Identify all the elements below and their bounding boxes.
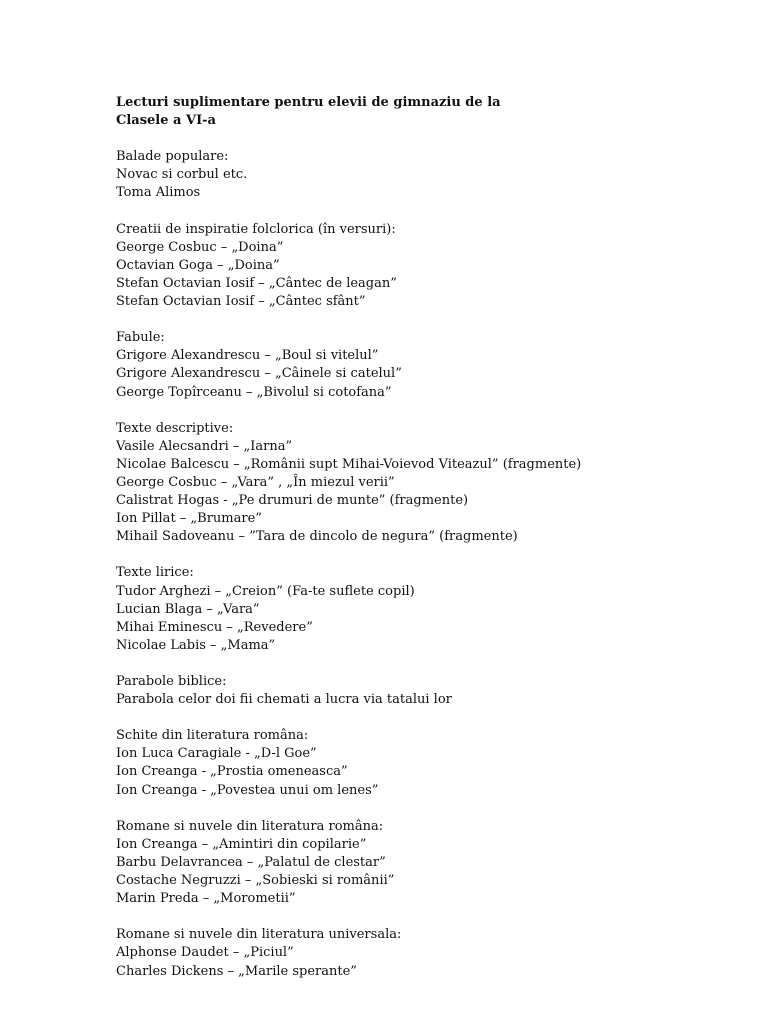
- list-item: Ion Luca Caragiale - „D-l Goe”: [116, 746, 317, 762]
- section-heading: Texte descriptive:: [116, 420, 234, 436]
- section-parabole-biblice: [116, 673, 736, 709]
- section-schite-romana: [116, 727, 736, 799]
- list-item: Barbu Delavrancea – „Palatul de clestar”: [116, 854, 386, 870]
- list-item: Tudor Arghezi – „Creion” (Fa-te suflete copil): [116, 583, 415, 599]
- document-content: [116, 94, 736, 999]
- section-creatii-folclorice: [116, 221, 736, 311]
- section-heading: Schite din literatura româna:: [116, 728, 309, 744]
- list-item: Calistrat Hogas - „Pe drumuri de munte” (fragmente): [116, 493, 469, 509]
- list-item: Costache Negruzzi – „Sobieski si românii”: [116, 873, 395, 889]
- section-heading: Romane si nuvele din literatura universala:: [116, 927, 402, 943]
- section-heading: Texte lirice:: [116, 565, 194, 581]
- list-item: George Cosbuc – „Doina”: [116, 239, 284, 255]
- section-heading: Parabole biblice:: [116, 674, 227, 689]
- list-item: Vasile Alecsandri – „Iarna”: [116, 438, 293, 454]
- document-title: [116, 94, 736, 130]
- section-balade-populare: [116, 148, 736, 202]
- section-fabule: [116, 329, 736, 401]
- section-texte-descriptive: [116, 420, 736, 547]
- list-item: Alphonse Daudet – „Piciul”: [116, 945, 294, 961]
- list-item: Parabola celor doi fii chemati a lucra via tatalui lor: [116, 692, 452, 708]
- title-line-1: Lecturi suplimentare pentru elevii de gimnaziu de la: [116, 95, 501, 110]
- title-line-2: Clasele a VI-a: [116, 113, 216, 129]
- list-item: Grigore Alexandrescu – „Câinele si catelul”: [116, 366, 402, 382]
- list-item: Nicolae Balcescu – „Românii supt Mihai-Voievod Viteazul” (fragmente): [116, 456, 582, 472]
- list-item: Ion Creanga – „Amintiri din copilarie”: [116, 836, 367, 852]
- list-item: Mihail Sadoveanu – ”Tara de dincolo de negura” (fragmente): [116, 529, 518, 545]
- list-item: Nicolae Labis – „Mama”: [116, 637, 276, 653]
- section-heading: Balade populare:: [116, 149, 229, 165]
- section-heading: Creatii de inspiratie folclorica (în versuri):: [116, 221, 396, 237]
- list-item: Stefan Octavian Iosif – „Cântec de leagan”: [116, 275, 397, 291]
- section-romane-romana: [116, 818, 736, 908]
- list-item: Ion Creanga - „Prostia omeneasca”: [116, 764, 348, 780]
- list-item: Grigore Alexandrescu – „Boul si vitelul”: [116, 348, 379, 364]
- list-item: Novac si corbul etc.: [116, 167, 248, 183]
- section-heading: Fabule:: [116, 330, 165, 346]
- list-item: George Topîrceanu – „Bivolul si cotofana”: [116, 384, 392, 400]
- list-item: Stefan Octavian Iosif – „Cântec sfânt”: [116, 294, 366, 310]
- list-item: Marin Preda – „Morometii”: [116, 891, 296, 907]
- list-item: Ion Pillat – „Brumare”: [116, 511, 262, 527]
- section-heading: Romane si nuvele din literatura româna:: [116, 818, 384, 834]
- list-item: George Cosbuc – „Vara” , „În miezul verii”: [116, 474, 395, 490]
- list-item: Octavian Goga – „Doina”: [116, 257, 280, 273]
- section-romane-universala: [116, 926, 736, 980]
- section-texte-lirice: [116, 564, 736, 654]
- list-item: Mihai Eminescu – „Revedere”: [116, 619, 313, 635]
- list-item: Lucian Blaga – „Vara”: [116, 601, 260, 617]
- list-item: Toma Alimos: [116, 185, 201, 201]
- list-item: Ion Creanga - „Povestea unui om lenes”: [116, 782, 379, 798]
- list-item: Charles Dickens – „Marile sperante”: [116, 963, 357, 979]
